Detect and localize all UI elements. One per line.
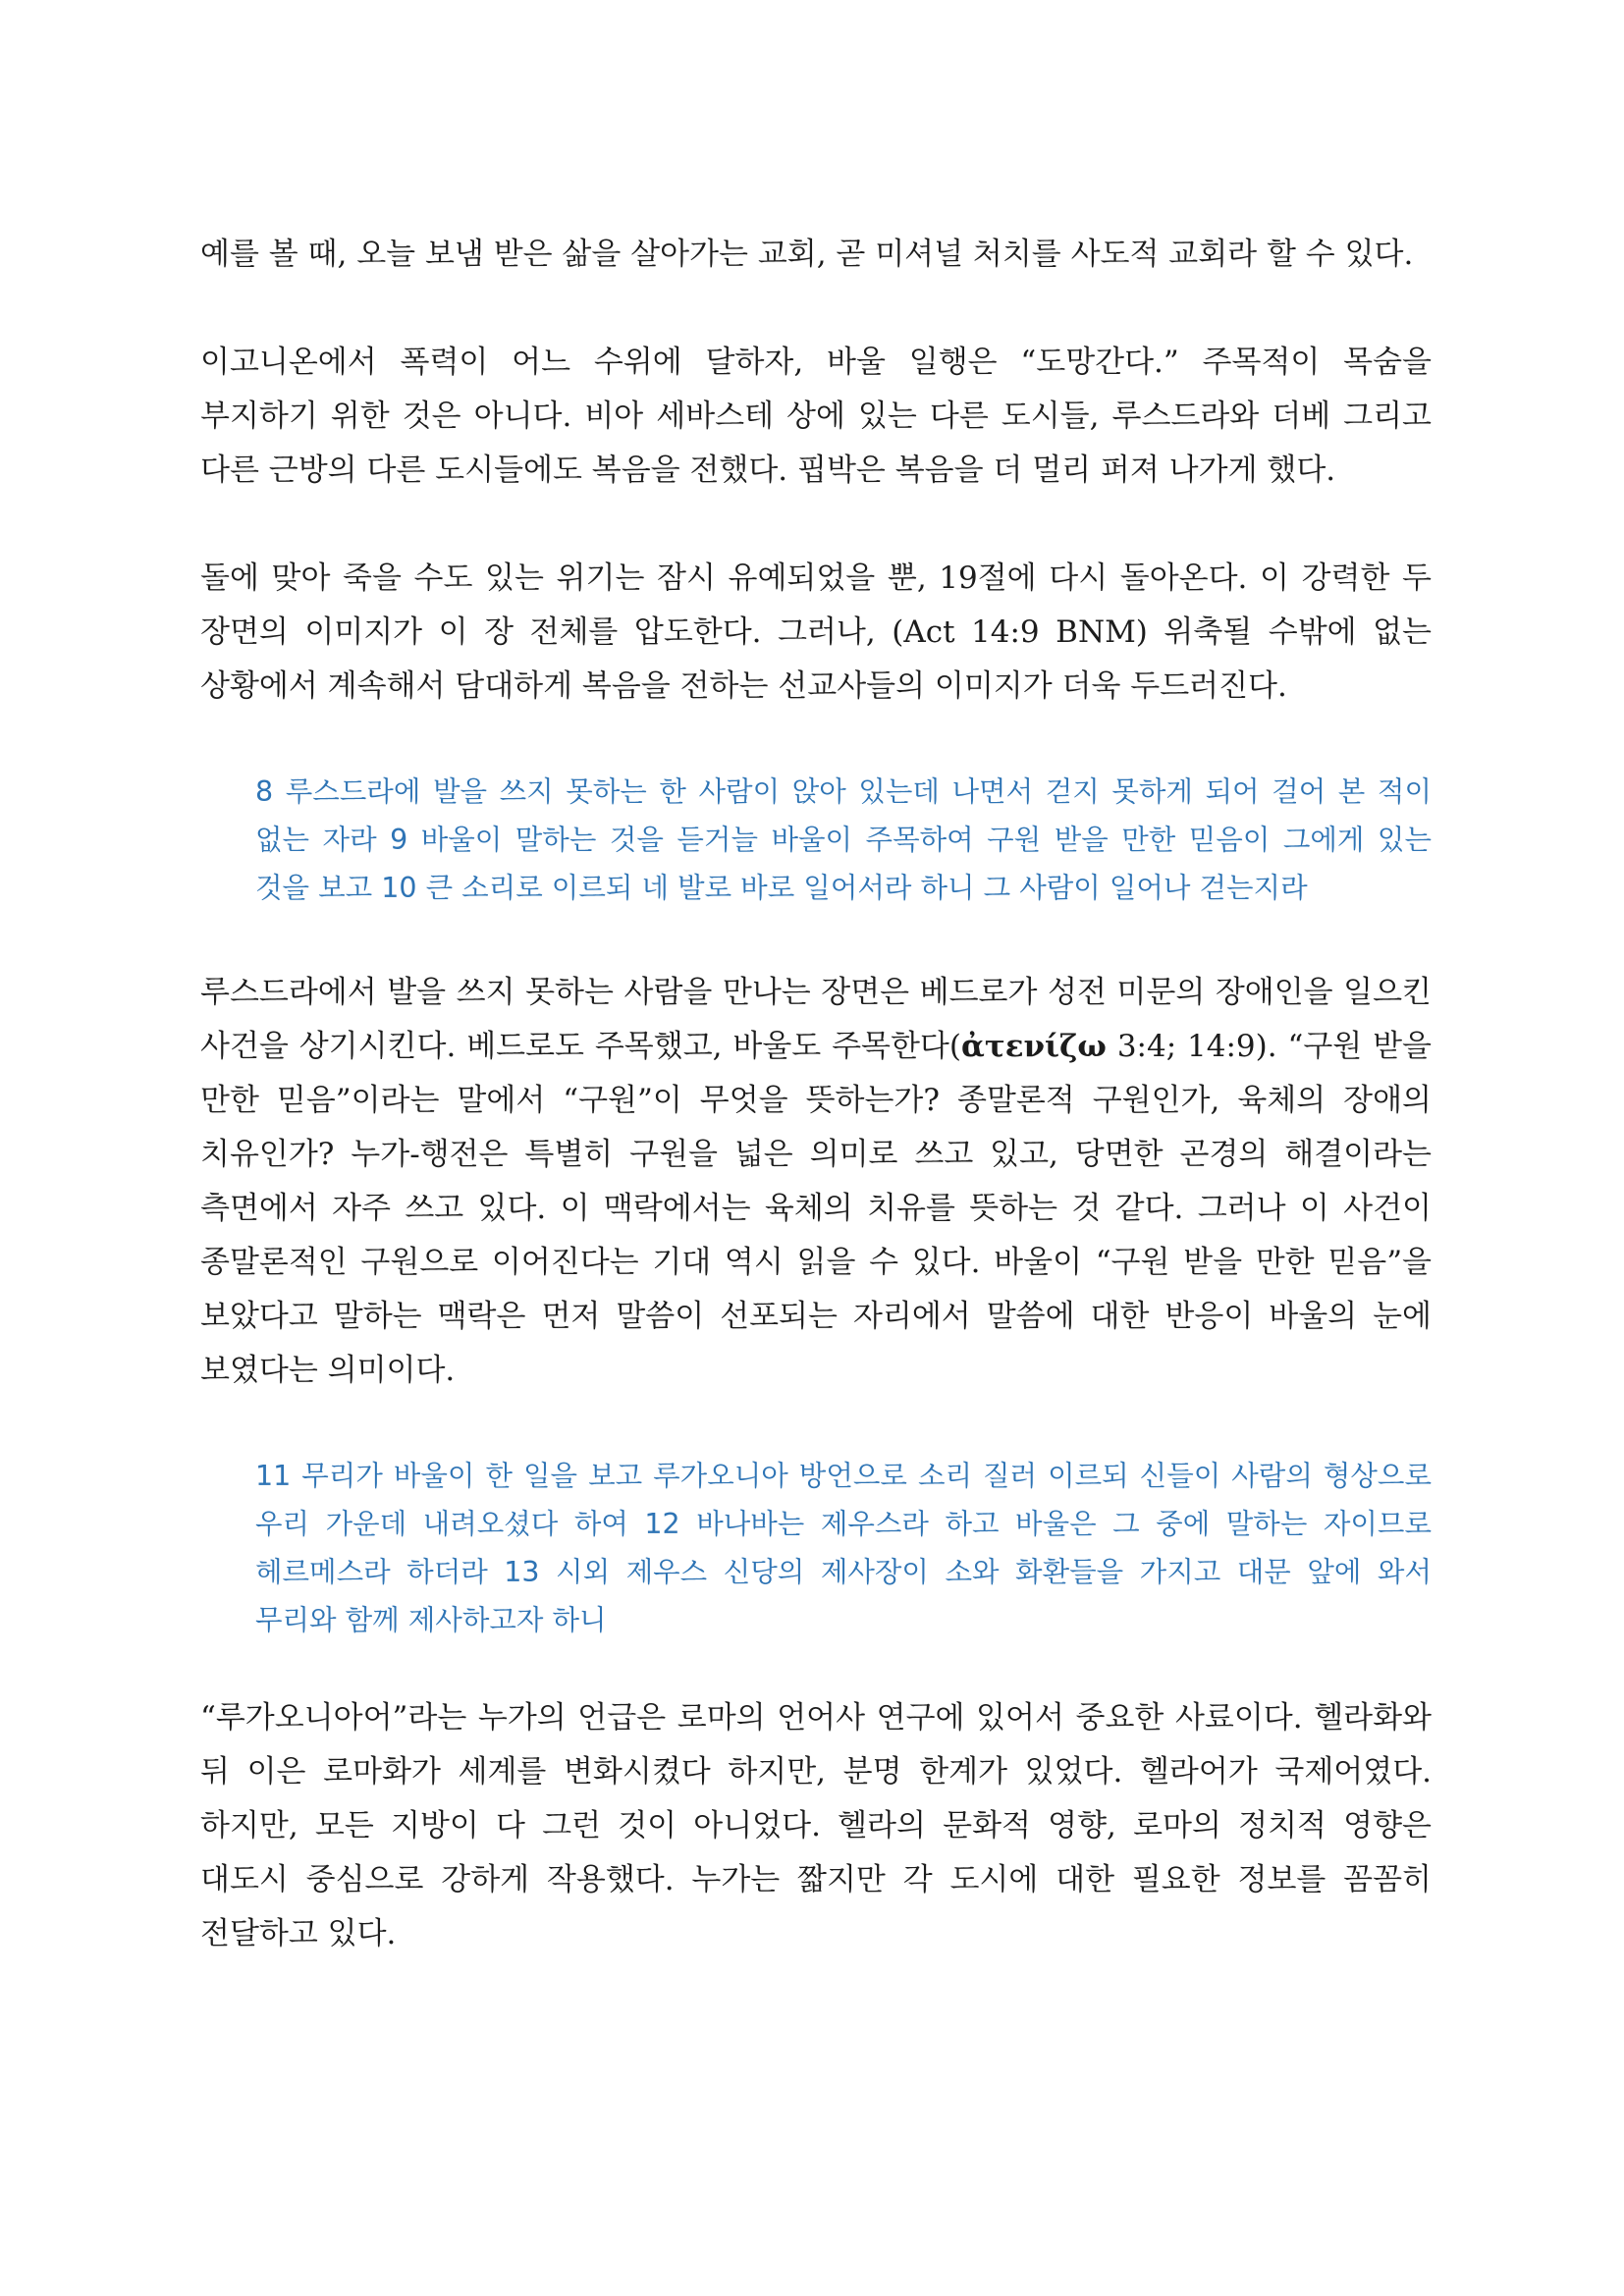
document-body <box>200 228 1432 1961</box>
paragraph-iconium-flight: 이고니온에서 폭력이 어느 수위에 달하자, 바울 일행은 “도망간다.” 주목적이 목숨을 부지하기 위한 것은 아니다. 비아 세바스테 상에 있는 다른 도시들, 루스드라와 더베 그리고 다른 근방의 다른 도시들에도 복음을 전했다. 핍박은 복음을 더 멀리 퍼져 나가게 했다. <box>200 345 1432 488</box>
scripture-quote-acts-14-11-13: 11 무리가 바울이 한 일을 보고 루가오니아 방언으로 소리 질러 이르되 신들이 사람의 형상으로 우리 가운데 내려오셨다 하여 12 바나바는 제우스라 하고 바울은 그 중에 말하는 자이므로 헤르메스라 하더라 13 시외 제우스 신당의 제사장이 소와 화환들을 가지고 대문 앞에 와서 무리와 함께 제사하고자 하니 <box>255 1460 1432 1636</box>
paragraph-lystra-before: 루스드라에서 발을 쓰지 못하는 사람을 만나는 장면은 베드로가 성전 미문의 장애인을 일으킨 사건을 상기시킨다. 베드로도 주목했고, 바울도 주목한다( <box>200 975 1432 1064</box>
scripture-quote-acts-14-8-10: 8 루스드라에 발을 쓰지 못하는 한 사람이 앉아 있는데 나면서 걷지 못하게 되어 걸어 본 적이 없는 자라 9 바울이 말하는 것을 듣거늘 바울이 주목하여 구원 받을 만한 믿음이 그에게 있는 것을 보고 10 큰 소리로 이르되 네 발로 바로 일어서라 하니 그 사람이 일어나 걷는지라 <box>255 775 1432 904</box>
greek-word: ἀτενίζω <box>960 1029 1107 1064</box>
paragraph-apostolic-church: 예를 볼 때, 오늘 보냄 받은 삶을 살아가는 교회, 곧 미셔널 처치를 사도적 교회라 할 수 있다. <box>200 237 1414 272</box>
paragraph-lycaonian-language: “루가오니아어”라는 누가의 언급은 로마의 언어사 연구에 있어서 중요한 사료이다. 헬라화와 뒤 이은 로마화가 세계를 변화시켰다 하지만, 분명 한계가 있었다. 헬라어가 국제어였다. 하지만, 모든 지방이 다 그런 것이 아니었다. 헬라의 문화적 영향, 로마의 정치적 영향은 대도시 중심으로 강하게 작용했다. 누가는 짧지만 각 도시에 대한 필요한 정보를 꼼꼼히 전달하고 있다. <box>200 1700 1432 1951</box>
paragraph-lystra-healing <box>200 966 1432 1398</box>
paragraph-lystra-after: 3:4; 14:9). “구원 받을 만한 믿음”이라는 말에서 “구원”이 무엇을 뜻하는가? 종말론적 구원인가, 육체의 장애의 치유인가? 누가-행전은 특별히 구원을 넓은 의미로 쓰고 있고, 당면한 곤경의 해결이라는 측면에서 자주 쓰고 있다. 이 맥락에서는 육체의 치유를 뜻하는 것 같다. 그러나 이 사건이 종말론적인 구원으로 이어진다는 기대 역시 읽을 수 있다. 바울이 “구원 받을 만한 믿음”을 보았다고 말하는 맥락은 먼저 말씀이 선포되는 자리에서 말씀에 대한 반응이 바울의 눈에 보였다는 의미이다. <box>200 1029 1433 1388</box>
paragraph-stoning-crisis: 돌에 맞아 죽을 수도 있는 위기는 잠시 유예되었을 뿐, 19절에 다시 돌아온다. 이 강력한 두 장면의 이미지가 이 장 전체를 압도한다. 그러나, (Act 14:9 BNM) 위축될 수밖에 없는 상황에서 계속해서 담대하게 복음을 전하는 선교사들의 이미지가 더욱 두드러진다. <box>200 561 1432 704</box>
